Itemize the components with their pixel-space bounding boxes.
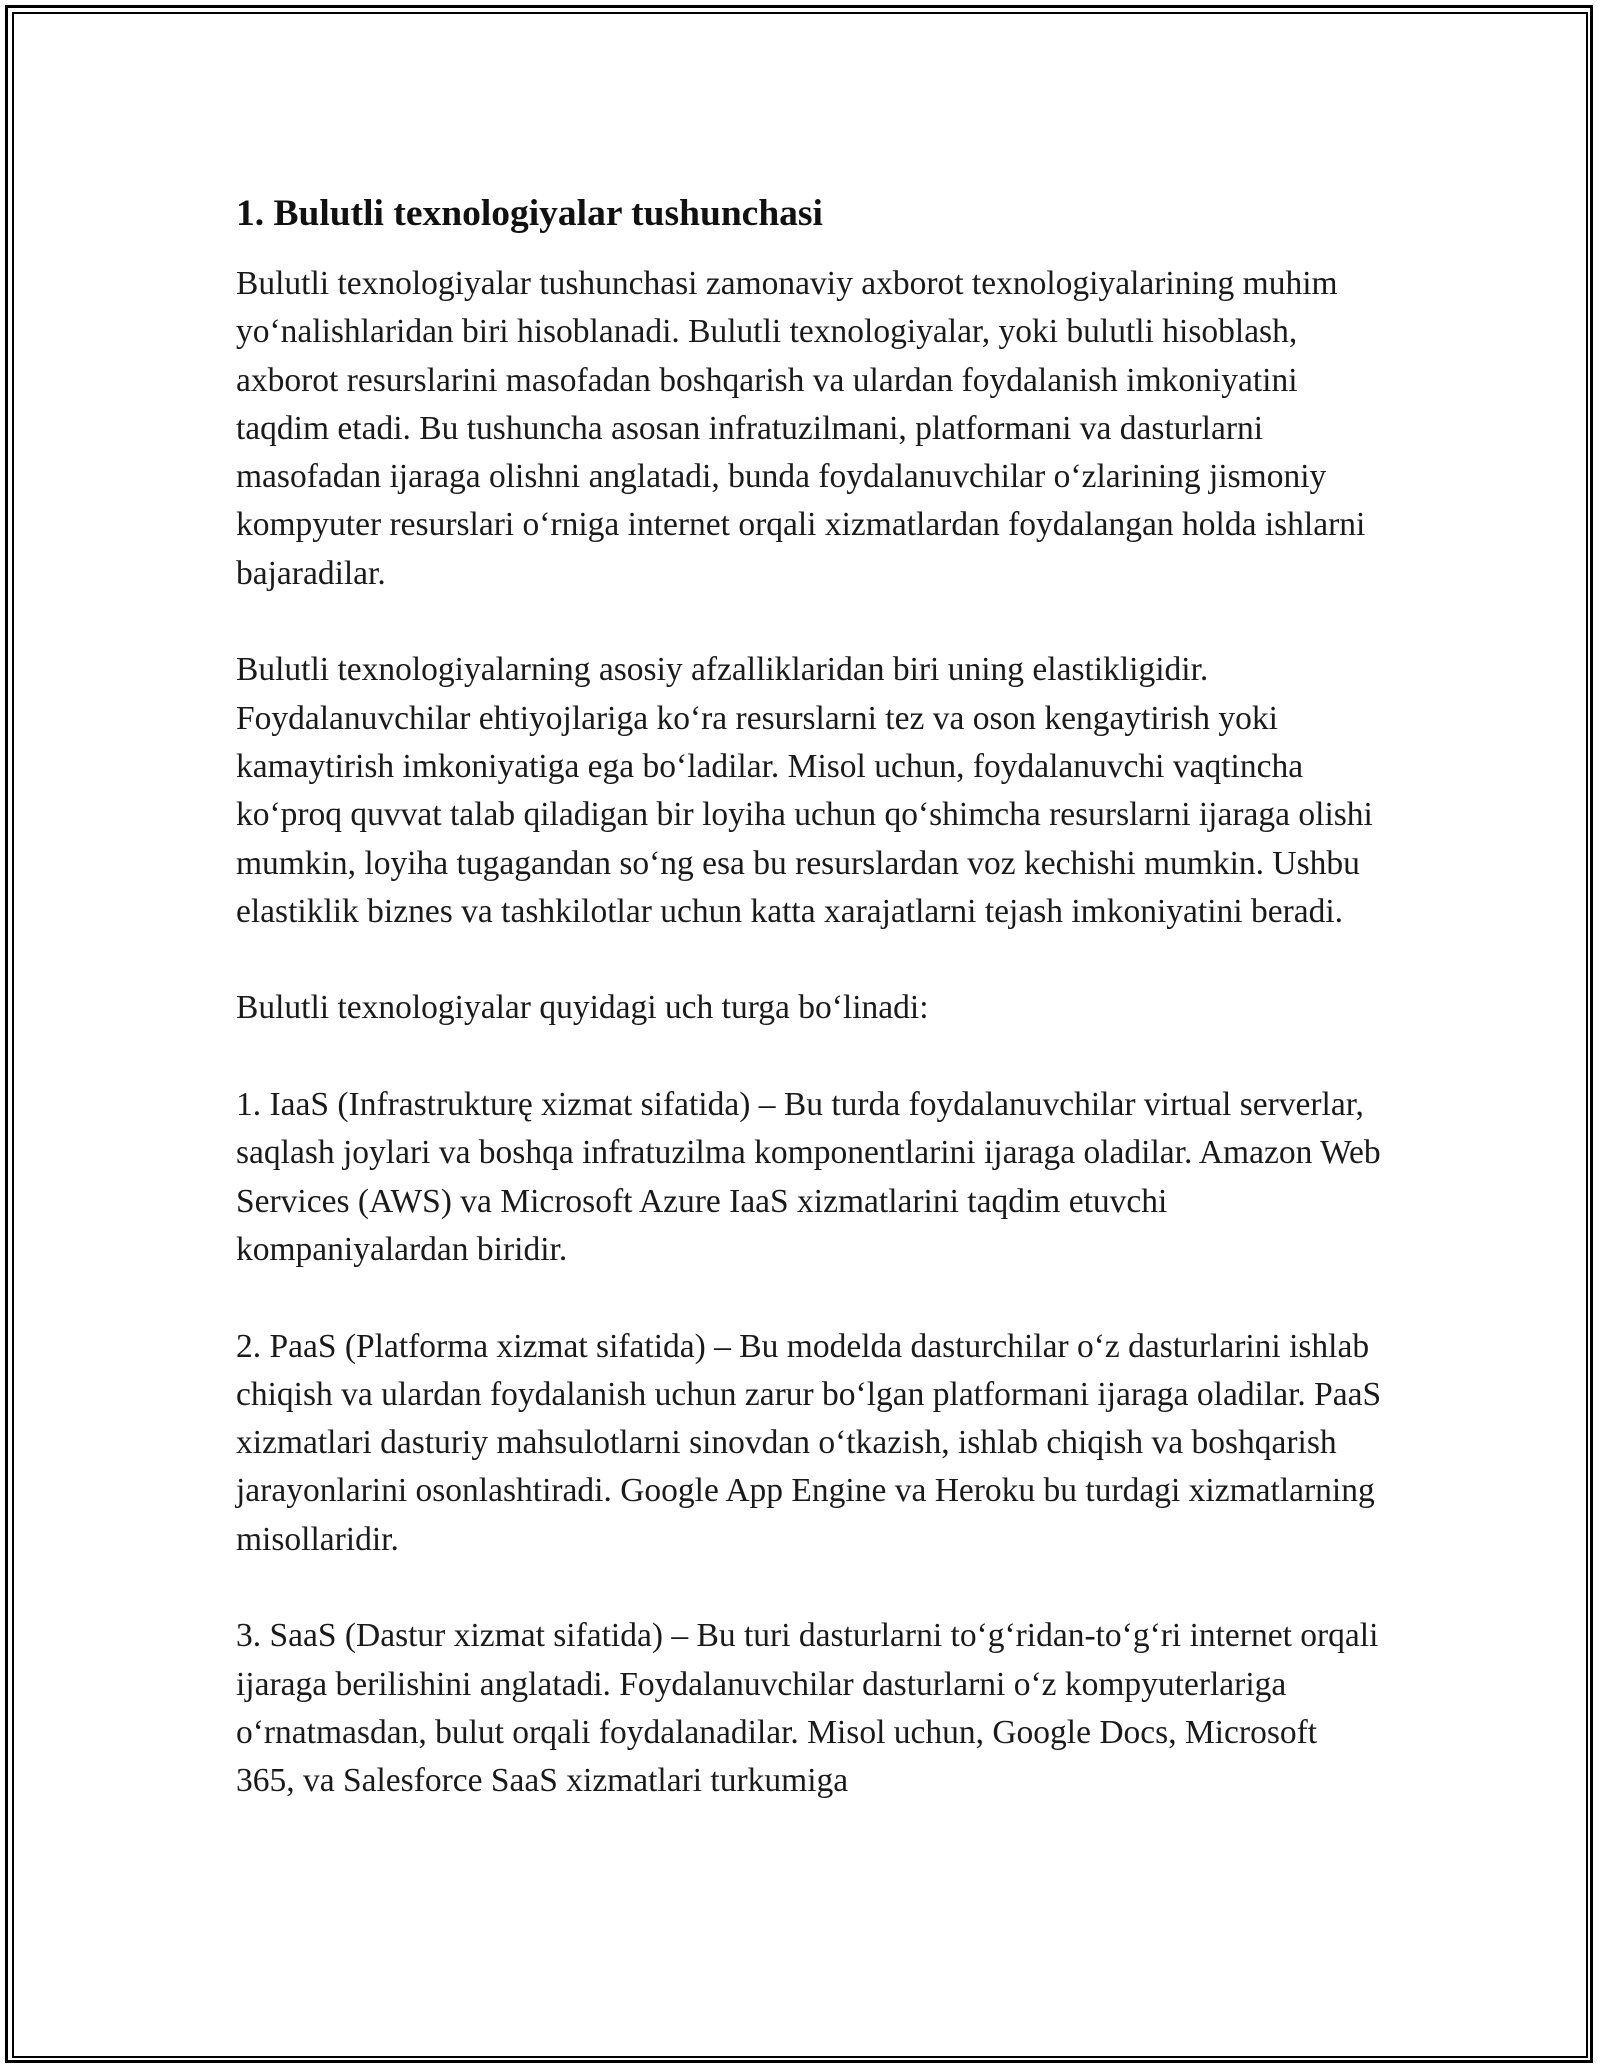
paragraph-elasticity: Bulutli texnologiyalarning asosiy afzalliklaridan biri uning elastikligidir. Foydalanuvchilar ehtiyojlariga ko‘ra resurslarni tez va oson kengaytirish yoki kamaytirish imkoniyatiga ega bo‘ladilar. Misol uchun, foydalanuvchi vaqtincha ko‘proq quvvat talab qiladigan bir loyiha uchun qo‘shimcha resurslarni ijaraga olishi mumkin, loyiha tugagandan so‘ng esa bu resurslardan voz kechishi mumkin. Ushbu elastiklik biznes va tashkilotlar uchun katta xarajatlarni tejash imkoniyatini beradi. xyxy=(236,651,1373,930)
section-heading: 1. Bulutli texnologiyalar tushunchasi xyxy=(236,193,823,234)
paragraph-intro: Bulutli texnologiyalar tushunchasi zamonaviy axborot texnologiyalarining muhim yo‘nalishlaridan biri hisoblanadi. Bulutli texnologiyalar, yoki bulutli hisoblash, axborot resurslarini masofadan boshqarish va ulardan foydalanish imkoniyatini taqdim etadi. Bu tushuncha asosan infratuzilmani, platformani va dasturlarni masofadan ijaraga olishni anglatadi, bunda foydalanuvchilar o‘zlarining jismoniy kompyuter resurslari o‘rniga internet orqali xizmatlardan foydalangan holda ishlarni bajaradilar. xyxy=(236,265,1366,592)
paragraph-iaas: 1. IaaS (Infrastrukturę xizmat sifatida) – Bu turda foydalanuvchilar virtual serverlar, saqlash joylari va boshqa infratuzilma komponentlarini ijaraga oladilar. Amazon Web Services (AWS) va Microsoft Azure IaaS xizmatlarini taqdim etuvchi kompaniyalardan biridir. xyxy=(236,1086,1381,1268)
paragraph-types-intro: Bulutli texnologiyalar quyidagi uch turga bo‘linadi: xyxy=(236,989,929,1027)
paragraph-saas: 3. SaaS (Dastur xizmat sifatida) – Bu turi dasturlarni to‘g‘ridan-to‘g‘ri internet orqali ijaraga berilishini anglatadi. Foydalanuvchilar dasturlarni o‘z kompyuterlariga o‘rnatmasdan, bulut orqali foydalanadilar. Misol uchun, Google Docs, Microsoft 365, va Salesforce SaaS xizmatlari turkumiga xyxy=(236,1617,1379,1800)
document-body xyxy=(236,190,1382,1806)
paragraph-paas: 2. PaaS (Platforma xizmat sifatida) – Bu modelda dasturchilar o‘z dasturlarini ishlab chiqish va ulardan foydalanish uchun zarur bo‘lgan platformani ijaraga oladilar. PaaS xizmatlari dasturiy mahsulotlarni sinovdan o‘tkazish, ishlab chiqish va boshqarish jarayonlarini osonlashtiradi. Google App Engine va Heroku bu turdagi xizmatlarning misollaridir. xyxy=(236,1327,1382,1558)
